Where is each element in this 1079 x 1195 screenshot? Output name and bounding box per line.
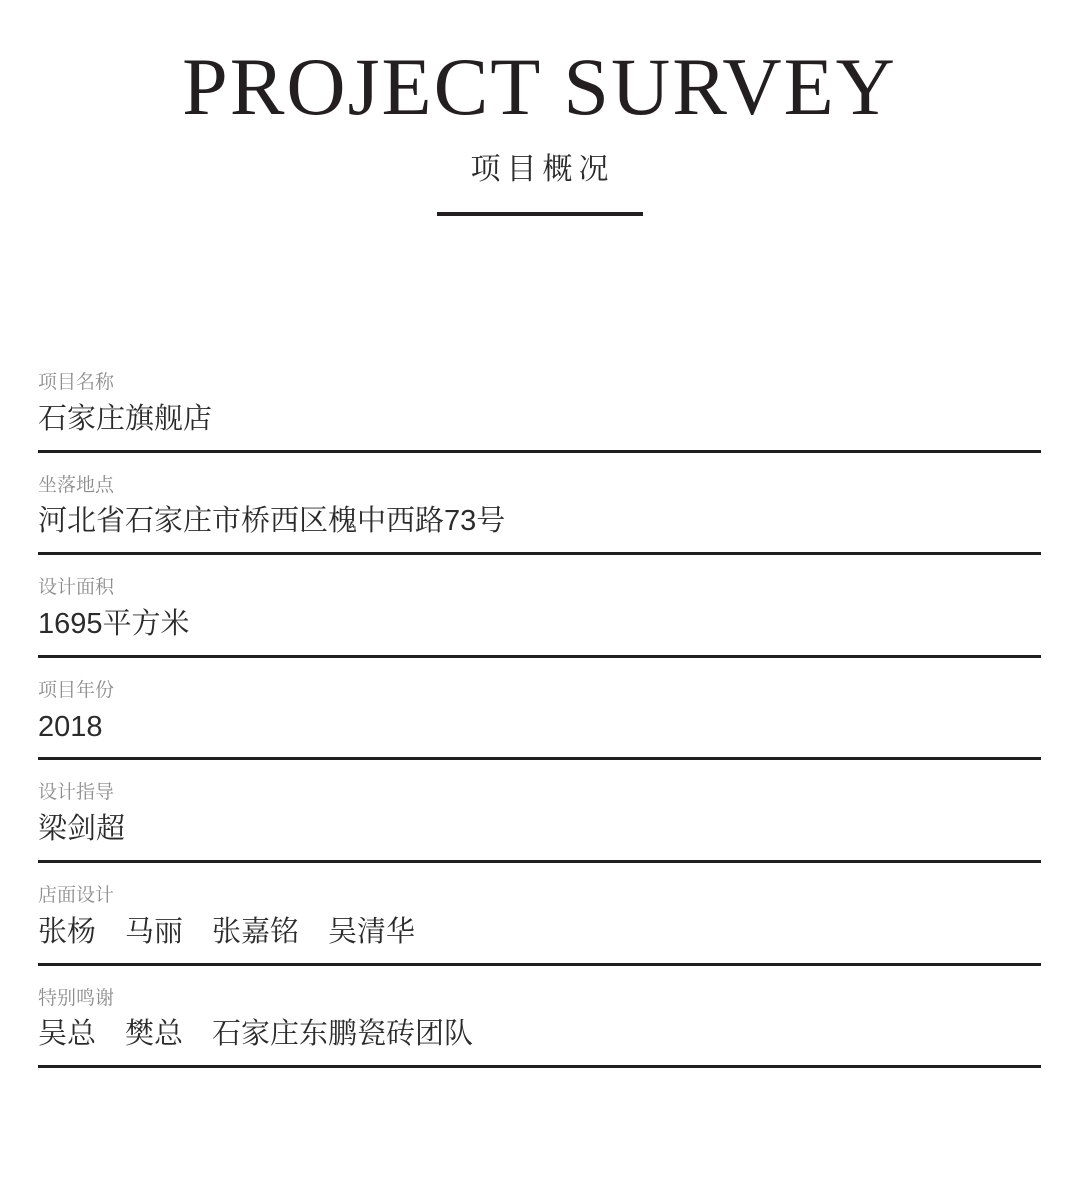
section-location [38,475,1041,556]
field-label: 坐落地点 [38,474,115,496]
section-project-name [38,372,1041,453]
section-store-design [38,885,1041,966]
field-value: 吴总 樊总 石家庄东鹏瓷砖团队 [38,1018,474,1051]
field-value: 河北省石家庄市桥西区槐中西路73号 [38,505,506,538]
field-label: 特别鸣谢 [38,987,115,1009]
field-value: 2018 [38,710,103,743]
field-label: 设计指导 [38,782,115,804]
divider [38,552,1041,555]
page-header [0,0,1079,216]
divider [38,450,1041,453]
divider [38,963,1041,966]
field-list [38,216,1041,1068]
field-label: 设计面积 [38,577,115,599]
field-value: 张杨 马丽 张嘉铭 吴清华 [38,915,416,948]
field-value: 1695平方米 [38,607,190,640]
page-title: PROJECT SURVEY [182,41,897,132]
divider [38,655,1041,658]
section-project-year [38,680,1041,761]
field-label: 项目名称 [38,372,115,393]
field-value: 梁剑超 [38,813,126,846]
section-design-director [38,782,1041,863]
divider [38,1065,1041,1068]
section-special-thanks [38,988,1041,1069]
page-subtitle: 项目概况 [470,153,615,186]
section-design-area [38,577,1041,658]
divider [38,757,1041,760]
divider [38,860,1041,863]
field-label: 店面设计 [38,884,115,906]
field-value: 石家庄旗舰店 [38,402,213,435]
field-label: 项目年份 [38,679,115,701]
